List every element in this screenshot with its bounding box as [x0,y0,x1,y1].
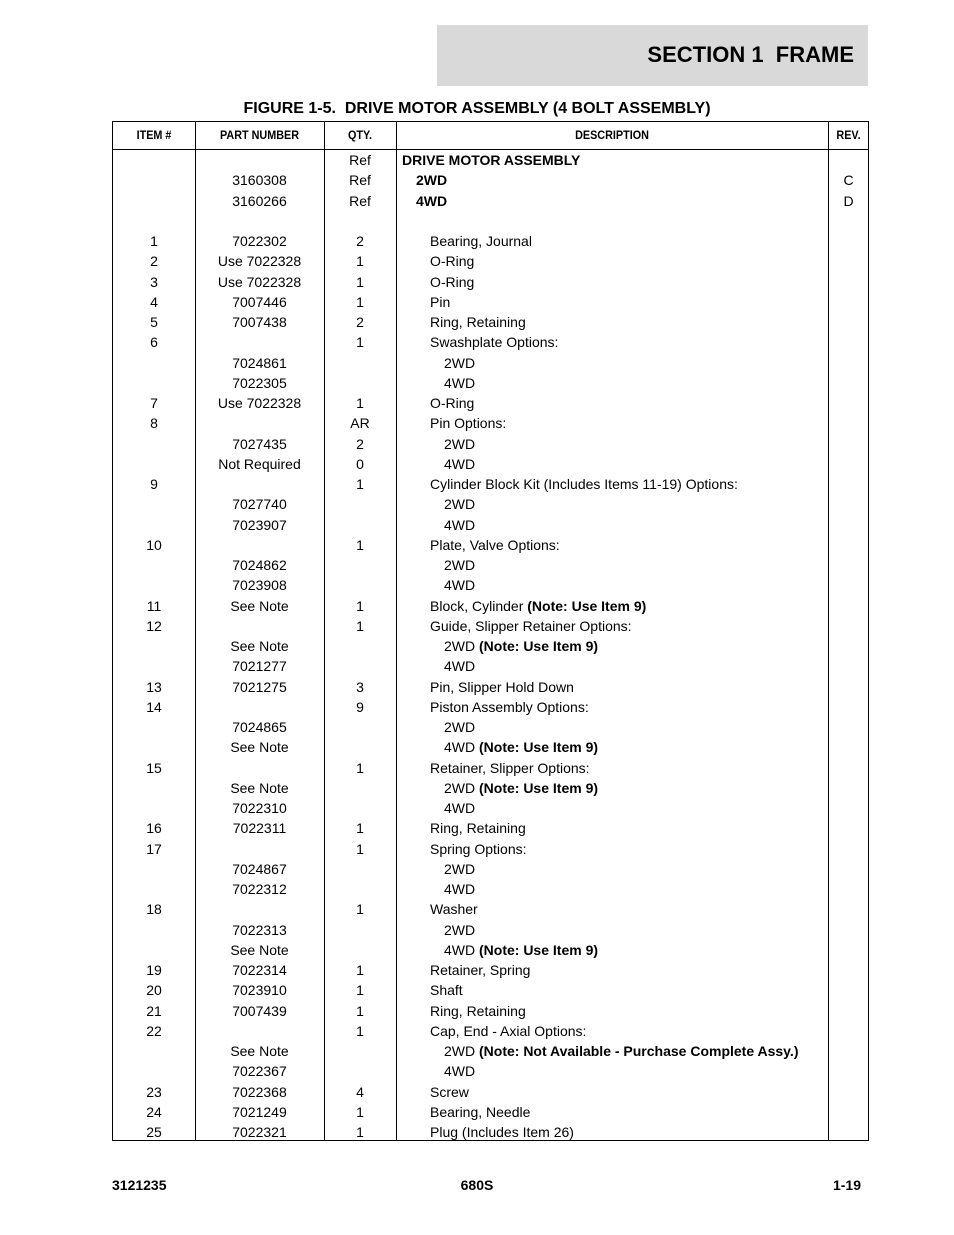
part-number-cell: 7023907 [232,517,287,533]
table-row [113,616,868,636]
description-cell [402,373,864,393]
description-text: O-Ring [430,274,475,290]
table-row [113,292,868,312]
description-text: Ring, Retaining [430,820,526,836]
quantity-cell: Ref [349,172,371,188]
part-number-cell: 7007438 [232,314,287,330]
quantity-cell: Ref [349,152,371,168]
description-note: (Note: Use Item 9) [479,638,599,654]
description-text: Washer [430,901,478,917]
part-number-cell: 7022310 [232,800,287,816]
item-number-cell: 6 [150,334,158,350]
description-cell [402,272,850,292]
part-number-cell: 7024865 [232,719,287,735]
description-text: Retainer, Slipper Options: [430,760,590,776]
part-number-cell: 7024862 [232,557,287,573]
description-text: 2WD [444,557,476,573]
part-number-cell: See Note [230,598,289,614]
table-row [113,879,868,899]
table-row [113,555,868,575]
item-number-cell: 16 [146,820,162,836]
quantity-cell: 1 [356,820,364,836]
table-row [113,454,868,474]
description-text: Cap, End - Axial Options: [430,1023,587,1039]
item-number-cell: 4 [150,294,158,310]
part-number-cell: 7022368 [232,1084,287,1100]
description-text: Piston Assembly Options: [430,699,589,715]
table-row [113,717,868,737]
part-number-cell: 7022305 [232,375,287,391]
part-number-cell: 7021275 [232,679,287,695]
column-header-qty: QTY. [347,128,372,142]
description-text: DRIVE MOTOR ASSEMBLY [402,152,581,168]
description-note: (Note: Use Item 9) [479,780,599,796]
quantity-cell: 1 [356,395,364,411]
table-row [113,272,868,292]
part-number-cell: 7007439 [232,1003,287,1019]
description-cell [402,616,850,636]
description-text: 4WD [444,517,476,533]
description-text: 2WD [444,638,479,654]
table-row [113,515,868,535]
part-number-cell: 7023910 [232,982,287,998]
quantity-cell: 1 [356,294,364,310]
description-note: (Note: Use Item 9) [479,739,599,755]
quantity-cell: 1 [356,1023,364,1039]
table-row [113,636,868,656]
description-text: 2WD [444,861,476,877]
description-cell [402,737,864,757]
item-number-cell: 12 [146,618,162,634]
item-number-cell: 7 [150,395,158,411]
description-text: 4WD [416,193,448,209]
description-text: Spring Options: [430,841,527,857]
description-cell [402,434,864,454]
table-row [113,1001,868,1021]
description-text: O-Ring [430,253,475,269]
quantity-cell: 1 [356,476,364,492]
item-number-cell: 21 [146,1003,162,1019]
section-title: SECTION 1 FRAME [647,42,854,67]
description-text: 2WD [444,436,476,452]
table-row [113,737,868,757]
description-text: 4WD [444,942,479,958]
description-cell [402,150,822,170]
table-row [113,393,868,413]
item-number-cell: 20 [146,982,162,998]
description-note: (Note: Use Item 9) [479,942,599,958]
quantity-cell: 0 [356,456,364,472]
description-cell [402,940,864,960]
description-cell [402,292,850,312]
description-text: Shaft [430,982,463,998]
part-number-cell: Use 7022328 [217,274,302,290]
quantity-cell: 1 [356,901,364,917]
table-row [113,778,868,798]
description-cell [402,1082,850,1102]
item-number-cell: 9 [150,476,158,492]
item-number-cell: 15 [146,760,162,776]
description-cell [402,798,864,818]
description-cell [402,839,850,859]
description-note: (Note: Not Available - Purchase Complete Assy.) [479,1043,799,1059]
quantity-cell: 1 [356,334,364,350]
description-cell [402,717,864,737]
part-number-cell: 7027435 [232,436,287,452]
quantity-cell: 2 [356,436,364,452]
table-row [113,758,868,778]
description-text: Bearing, Journal [430,233,532,249]
table-row [113,251,868,271]
table-row [113,494,868,514]
description-cell [402,535,850,555]
table-row [113,920,868,940]
description-cell [402,1021,850,1041]
table-row [113,191,868,211]
part-number-cell: 7022367 [232,1063,287,1079]
column-header-item: ITEM # [136,128,172,142]
item-number-cell: 14 [146,699,162,715]
table-row [113,170,868,190]
description-text: Plate, Valve Options: [430,537,560,553]
description-text: 4WD [444,375,476,391]
table-row [113,656,868,676]
description-cell [402,758,850,778]
table-row [113,332,868,352]
quantity-cell: 1 [356,841,364,857]
description-cell [402,251,850,271]
part-number-cell: 7022314 [232,962,287,978]
description-cell [402,231,850,251]
description-text: 4WD [444,1063,476,1079]
description-text: Ring, Retaining [430,314,526,330]
part-number-cell: 3160266 [232,193,287,209]
table-row [113,353,868,373]
description-text: Swashplate Options: [430,334,559,350]
quantity-cell: 1 [356,1003,364,1019]
description-text: Guide, Slipper Retainer Options: [430,618,632,634]
description-cell [402,636,864,656]
part-number-cell: 7021277 [232,658,287,674]
table-row [113,150,868,170]
table-row [113,960,868,980]
description-cell [402,353,864,373]
item-number-cell: 23 [146,1084,162,1100]
description-cell [402,494,864,514]
part-number-cell: 7024867 [232,861,287,877]
item-number-cell: 10 [146,537,162,553]
description-cell [402,515,864,535]
description-text: O-Ring [430,395,475,411]
table-row [113,575,868,595]
description-note: (Note: Use Item 9) [527,598,647,614]
part-number-cell: Use 7022328 [217,253,302,269]
quantity-cell: 2 [356,233,364,249]
part-number-cell: 7022313 [232,922,287,938]
table-row [113,474,868,494]
table-row [113,899,868,919]
item-number-cell: 18 [146,901,162,917]
item-number-cell: 22 [146,1023,162,1039]
quantity-cell: 4 [356,1084,364,1100]
quantity-cell: 1 [356,598,364,614]
section-header-banner [437,25,868,86]
description-text: 2WD [444,496,476,512]
description-cell [402,596,850,616]
part-number-cell: 7024861 [232,355,287,371]
figure-title: FIGURE 1-5. DRIVE MOTOR ASSEMBLY (4 BOLT ASSEMBLY) [243,100,711,117]
item-number-cell: 1 [150,233,158,249]
table-row [113,980,868,1000]
quantity-cell: 1 [356,537,364,553]
part-number-cell: Not Required [218,456,301,472]
quantity-cell: 9 [356,699,364,715]
description-text: 2WD [444,1043,479,1059]
description-cell [402,818,850,838]
description-cell [402,960,850,980]
quantity-cell: 3 [356,679,364,695]
part-number-cell: See Note [230,780,289,796]
quantity-cell: 2 [356,314,364,330]
part-number-cell: 7007446 [232,294,287,310]
description-cell [402,920,864,940]
part-number-cell: See Note [230,638,289,654]
description-text: 4WD [444,800,476,816]
table-row [113,839,868,859]
part-number-cell: See Note [230,942,289,958]
table-row [113,1021,868,1041]
item-number-cell: 19 [146,962,162,978]
table-row [113,231,868,251]
description-cell [402,312,850,332]
description-cell [402,899,850,919]
description-text: 4WD [444,577,476,593]
description-text: 4WD [444,456,476,472]
item-number-cell: 17 [146,841,162,857]
footer-page-number: 1-19 [832,1177,861,1193]
table-row [113,535,868,555]
quantity-cell: 1 [356,982,364,998]
part-number-cell: 7021249 [232,1104,287,1120]
description-cell [402,1102,850,1122]
description-cell [402,879,864,899]
table-row [113,697,868,717]
table-row [113,434,868,454]
part-number-cell: Use 7022328 [217,395,302,411]
part-number-cell: See Note [230,739,289,755]
item-number-cell: 13 [146,679,162,695]
quantity-cell: AR [350,415,370,431]
item-number-cell: 24 [146,1104,162,1120]
description-cell [402,555,864,575]
part-number-cell: See Note [230,1043,289,1059]
description-cell [402,778,864,798]
table-row [113,1102,868,1122]
description-cell [402,170,836,190]
description-text: 4WD [444,739,479,755]
table-row [113,373,868,393]
description-text: 2WD [416,172,448,188]
part-number-cell: 3160308 [232,172,287,188]
table-row [113,818,868,838]
description-text: 2WD [444,922,476,938]
part-number-cell: 7027740 [232,496,287,512]
description-cell [402,1061,864,1081]
description-text: 2WD [444,355,476,371]
footer-model: 680S [460,1177,494,1193]
column-header-rev: REV. [836,128,861,142]
table-row [113,1041,868,1061]
item-number-cell: 11 [146,598,162,614]
description-cell [402,575,864,595]
description-cell [402,697,850,717]
quantity-cell: 1 [356,760,364,776]
description-cell [402,454,864,474]
description-cell [402,413,850,433]
table-row [113,677,868,697]
quantity-cell: 1 [356,274,364,290]
item-number-cell: 5 [150,314,158,330]
description-cell [402,677,850,697]
description-text: Ring, Retaining [430,1003,526,1019]
description-text: Pin Options: [430,415,507,431]
description-cell [402,393,850,413]
description-cell [402,859,864,879]
item-number-cell: 8 [150,415,158,431]
table-row [113,413,868,433]
description-cell [402,1041,864,1061]
revision-cell: D [843,193,854,209]
description-text: Screw [430,1084,469,1100]
description-text: Pin, Slipper Hold Down [430,679,574,695]
quantity-cell: 1 [356,253,364,269]
revision-cell: C [843,172,854,188]
part-number-cell: 7023908 [232,577,287,593]
description-cell [402,1122,850,1142]
description-text: Plug (Includes Item 26) [430,1124,574,1140]
quantity-cell: 1 [356,618,364,634]
description-cell [402,332,850,352]
description-text: 4WD [444,881,476,897]
quantity-cell: 1 [356,1104,364,1120]
table-row [113,596,868,616]
description-text: Pin [430,294,451,310]
part-number-cell: 7022321 [232,1124,287,1140]
description-text: 4WD [444,658,476,674]
description-cell [402,1001,850,1021]
part-number-cell: 7022312 [232,881,287,897]
quantity-cell: Ref [349,193,371,209]
description-text: Retainer, Spring [430,962,531,978]
item-number-cell: 3 [150,274,158,290]
item-number-cell: 2 [150,253,158,269]
item-number-cell: 25 [146,1124,162,1140]
description-text: 2WD [444,719,476,735]
description-cell [402,474,850,494]
table-row [113,1061,868,1081]
description-text: Bearing, Needle [430,1104,531,1120]
part-number-cell: 7022311 [232,820,287,836]
description-cell [402,656,864,676]
description-text: Block, Cylinder [430,598,528,614]
part-number-cell: 7022302 [232,233,287,249]
column-header-part-number: PART NUMBER [219,128,300,142]
quantity-cell: 1 [356,1124,364,1140]
table-row [113,312,868,332]
table-row [113,1082,868,1102]
table-row [113,798,868,818]
table-row [113,1122,868,1142]
footer-doc-number: 3121235 [112,1177,167,1193]
quantity-cell: 1 [356,962,364,978]
table-row [113,940,868,960]
table-row [113,859,868,879]
column-header-description: DESCRIPTION [575,128,649,142]
description-cell [402,191,836,211]
description-text: Cylinder Block Kit (Includes Items 11-19) Options: [430,476,738,492]
parts-table [112,121,869,1141]
description-text: 2WD [444,780,479,796]
description-cell [402,980,850,1000]
